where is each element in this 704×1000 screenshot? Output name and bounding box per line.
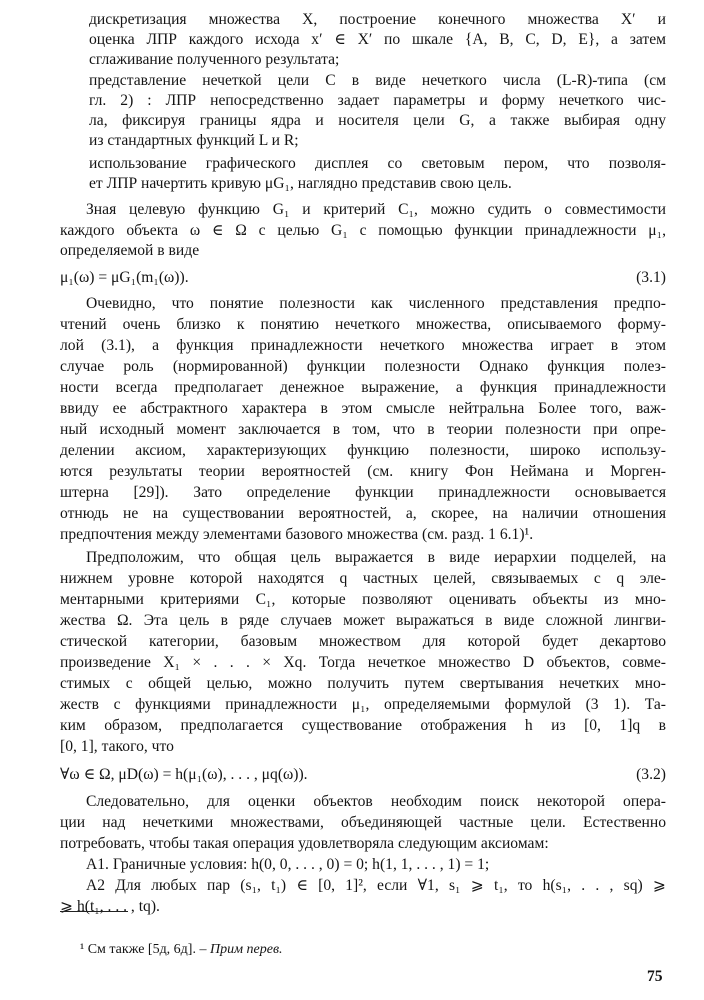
footnote-translator-note: Прим перев. — [209, 942, 283, 957]
text-line: стимых с общей целью, можно получить путем свертывания нечетких мно- — [60, 675, 666, 692]
text-line: стической категории, базовым множеством для которой будет декартово — [60, 633, 666, 650]
text-line: предпочтения между элементами базового множества (см. разд. 1 6.1)¹. — [60, 526, 534, 543]
axiom-a1: А1. Граничные условия: h(0, 0, . . . , 0) = 0; h(1, 1, . . . , 1) = 1; — [86, 856, 490, 873]
text-line: случае роль (нормированной) функции полезности Однако функция полез- — [60, 358, 666, 375]
text-line: представление нечеткой цели C в виде нечеткого числа (L-R)-типа (см — [89, 72, 666, 89]
text-line: Очевидно, что понятие полезности как численного представления предпо- — [86, 295, 666, 312]
axiom-a2: А2 Для любых пар (s₁, t₁) ∈ [0, 1]², если ∀1, s₁ ⩾ t₁, то h(s₁, . . , sq) ⩾ — [86, 877, 666, 894]
text-line: жеств с функциями принадлежности μ₁, определяемыми формулой (3 1). Та- — [60, 696, 666, 713]
text-line: каждого объекта ω ∈ Ω с целью G₁ с помощью функции принадлежности μ₁, — [60, 222, 666, 239]
text-line: использование графического дисплея со световым пером, что позволя- — [89, 155, 666, 172]
equation-number: (3.2) — [636, 766, 666, 783]
text-line: произведение X₁ × . . . × Xq. Тогда нечеткое множество D объектов, совме- — [60, 654, 666, 671]
text-line: ются результаты теории вероятностей (см. книгу Фон Неймана и Морген- — [60, 463, 666, 480]
text-line: лой (3.1), а функция принадлежности нечеткого множества играет в этом — [60, 337, 666, 354]
equation-3-2 — [60, 765, 666, 785]
text-line: ⩾ h(t₁, . . . , tq). — [60, 898, 160, 915]
text-line: оценка ЛПР каждого исхода x′ ∈ X′ по шкале {A, B, C, D, E}, а затем — [89, 31, 666, 48]
equation-number: (3.1) — [636, 269, 666, 286]
text-line: Следовательно, для оценки объектов необходим поиск некоторой опера- — [86, 793, 666, 810]
text-line: гл. 2) : ЛПР непосредственно задает параметры и форму нечеткого чис- — [89, 92, 666, 109]
text-line: нижнем уровне которой находятся q частных целей, связываемых с q эле- — [60, 570, 666, 587]
text-line: чтений очень близко к понятию нечеткого множества, описываемого форму- — [60, 316, 666, 333]
text-line: ный исходный момент заключается в том, что в теории полезности при опре- — [60, 421, 666, 438]
text-line: ввиду ее абстрактного характера в этом смысле нейтральна Более того, важ- — [60, 400, 666, 417]
text-line: отнюдь не на существовании вероятностей, а, скорее, на наличии отношения — [60, 505, 666, 522]
text-line: [0, 1], такого, что — [60, 738, 174, 755]
equation-formula: ∀ω ∈ Ω, μD(ω) = h(μ₁(ω), . . . , μq(ω)). — [60, 766, 308, 783]
text-line: делении аксиом, характеризующих функцию полезности, широко использу- — [60, 442, 666, 459]
text-line: дискретизация множества X, построение конечного множества X′ и — [89, 11, 666, 28]
text-line: сглаживание полученного результата; — [89, 51, 340, 68]
text-line: Предположим, что общая цель выражается в виде иерархии подцелей, на — [86, 549, 666, 566]
footnote — [80, 941, 283, 959]
equation-3-1 — [60, 268, 666, 288]
text-line: ции над нечеткими множествами, объединяющей частные цели. Естественно — [60, 814, 666, 831]
text-line: определяемой в виде — [60, 242, 200, 259]
text-line: ким образом, предполагается существование отображения h из [0, 1]q в — [60, 717, 666, 734]
text-line: ет ЛПР начертить кривую μG₁, наглядно представив свою цель. — [89, 175, 512, 192]
text-line: ности всегда предполагает денежное выражение, а функция принадлежности — [60, 379, 666, 396]
page-number: 75 — [647, 968, 663, 985]
text-line: жества Ω. Эта цель в ряде случаев может выражаться в виде сложной лингви- — [60, 612, 666, 629]
text-line: Зная целевую функцию G₁ и критерий C₁, можно судить о совместимости — [86, 201, 666, 218]
footnote-divider — [60, 911, 128, 912]
text-line: из стандартных функций L и R; — [89, 132, 299, 149]
text-line: ла, фиксируя границы ядра и носителя цели G, а также выбирая одну — [89, 112, 666, 129]
text-line: штерна [29]). Зато определение функции принадлежности основывается — [60, 484, 666, 501]
text-line: потребовать, чтобы такая операция удовлетворяла следующим аксиомам: — [60, 835, 549, 852]
footnote-text: ¹ См также [5д, 6д]. – — [80, 942, 210, 957]
text-line: ментарными критериями C₁, которые позволяют оценивать объекты из мно- — [60, 591, 666, 608]
equation-formula: μ₁(ω) = μG₁(m₁(ω)). — [60, 269, 189, 286]
